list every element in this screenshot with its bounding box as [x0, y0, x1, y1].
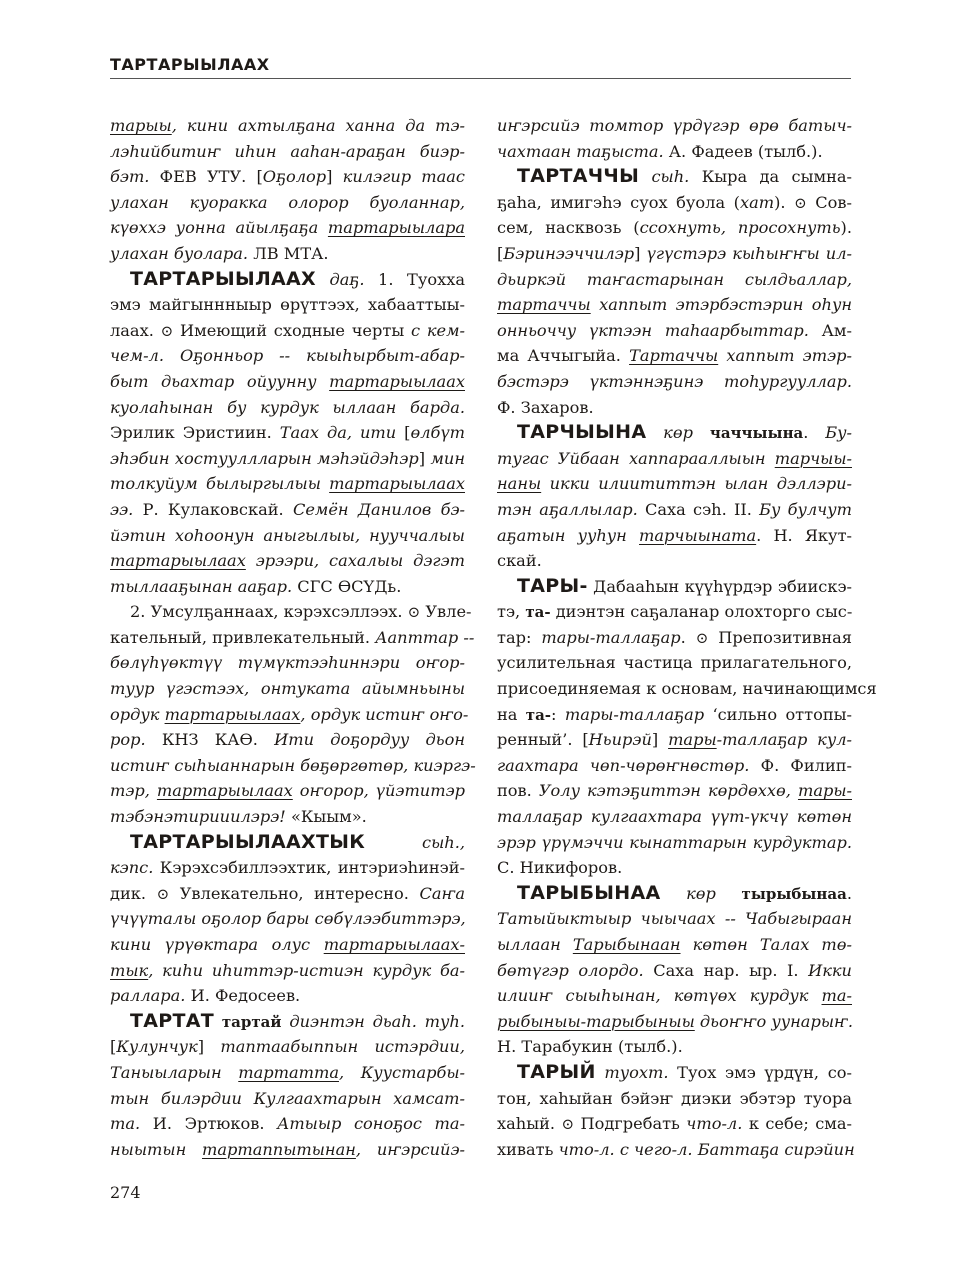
italic-text: бэстэрэ үктэннэҕинэ тоһургууллар. — [497, 371, 852, 391]
text-line — [497, 1060, 852, 1086]
text-line — [497, 855, 852, 881]
text: тэ, — [497, 602, 526, 622]
text: кательный, привлекательный. — [110, 627, 376, 647]
text-line — [110, 727, 465, 753]
italic-text: Атыыр соноҕос та- — [277, 1114, 465, 1134]
text: присоединяемая к основам, начинающимся — [497, 679, 877, 699]
italic-text: ордук — [110, 704, 165, 724]
text: [ — [110, 1037, 117, 1057]
meaning-marker-icon: ⊙ — [794, 193, 807, 212]
text: ). — [840, 218, 852, 238]
text-line — [497, 446, 852, 472]
underlined-example: тартаччы — [497, 295, 591, 315]
text-line — [497, 676, 877, 702]
italic-text: аҕатын ууһун — [497, 525, 640, 545]
page-number: 274 — [110, 1183, 141, 1202]
italic-text: Кулунчук — [116, 1037, 198, 1057]
italic-text: Икки — [808, 960, 852, 980]
text-line — [110, 1034, 465, 1060]
text-line — [497, 190, 852, 216]
text-line — [110, 318, 465, 344]
text-line — [110, 497, 465, 523]
text: Увле- — [420, 602, 472, 622]
text-line — [110, 523, 465, 549]
text-line — [497, 804, 852, 830]
headword: ТАРТАТ — [130, 1009, 215, 1032]
text-line — [110, 753, 476, 779]
italic-text: эрэр үрүмэччи кынаттарын курдуктар. — [497, 832, 852, 852]
italic-text: хаппыт этэрбэстэрин оһун — [590, 295, 852, 315]
underlined-example: тары — [668, 730, 717, 750]
text-line — [110, 625, 475, 651]
text: . Н. Якут- — [756, 525, 853, 545]
italic-text: диэнтэн дьаһ. туһ. — [281, 1011, 465, 1031]
italic-text: толкуйум былыргылыы — [110, 474, 330, 494]
text-line — [110, 958, 465, 984]
text: диэнтэн саҕаланар олохторго сыс- — [550, 602, 853, 622]
underlined-example: тартарыылаах — [329, 371, 465, 391]
text: И. Эртюков. — [140, 1114, 278, 1134]
underlined-example: тарчыыната — [639, 525, 757, 545]
text-line — [110, 830, 465, 856]
italic-text: Ньирэй — [588, 730, 652, 750]
meaning-marker-icon: ⊙ — [407, 603, 421, 622]
italic-text: ссохнуть, просохнуть — [639, 218, 841, 238]
bold-text: тартай — [214, 1012, 282, 1031]
text: . — [846, 883, 852, 903]
meaning-marker-icon: ⊙ — [561, 1115, 575, 1134]
italic-text: рор. — [110, 730, 146, 750]
text: Кэрэхсэбиллээхтик, интэриэһинэй- — [153, 858, 465, 878]
italic-text: көр — [660, 883, 716, 903]
text-line — [110, 983, 465, 1009]
text: [ — [497, 243, 504, 263]
italic-text: , ордук истиҥ оҥо- — [300, 704, 469, 724]
italic-text: та. — [110, 1114, 141, 1134]
text-line — [110, 548, 465, 574]
italic-text: оҥорор, үйэтитэр — [292, 781, 465, 801]
text-line — [110, 113, 465, 139]
underlined-example: та- — [821, 986, 852, 1006]
text-line — [110, 881, 465, 907]
text: на — [497, 704, 526, 724]
text: тон, хаһыйан бэйэҥ диэки эбэтэр туора — [497, 1088, 852, 1108]
text: пов. — [497, 781, 539, 801]
text-line — [110, 650, 465, 676]
italic-text: даҕ. — [316, 269, 365, 289]
text: . — [680, 627, 696, 647]
right-column — [497, 113, 877, 1162]
text-line — [497, 241, 852, 267]
running-head: ТАРТАРЫЫЛААХ — [110, 55, 270, 74]
text: ] — [634, 243, 647, 263]
italic-text: күөххэ уонна айылҕаҕа — [110, 218, 328, 238]
text: сем, насквозь ( — [497, 218, 640, 238]
text-line — [110, 1137, 465, 1163]
italic-text: туур үгэстээх, онтуката айымньыны — [110, 679, 465, 699]
text: усилительная частица прилагательного, — [497, 653, 852, 673]
text-line — [110, 1009, 465, 1035]
text: А. Фадеев (тылб.). — [663, 141, 823, 161]
italic-text: истиҥ сыһыаннарын бөҕөргөтөр, киэргэ- — [110, 755, 476, 775]
underlined-example: тары- — [797, 781, 852, 801]
text: : — [551, 704, 565, 724]
text: тар: — [497, 627, 542, 647]
text-line — [497, 395, 852, 421]
italic-text: сыһ., — [365, 832, 465, 852]
text: Увлекательно, интересно. — [169, 883, 420, 903]
text-line — [497, 113, 852, 139]
underlined-example: тарчыы- — [774, 448, 852, 468]
text: [ — [396, 423, 411, 443]
text-line — [497, 548, 852, 574]
text-line — [110, 215, 465, 241]
italic-text: иҥэрсийэ томтор үрдүгэр өрө батыч- — [497, 116, 852, 135]
text-line — [110, 599, 472, 625]
italic-text: көр — [646, 423, 693, 443]
text: эмэ майгыннныыр өрүттээх, хабааттыы- — [110, 295, 465, 315]
text-line — [497, 625, 852, 651]
underlined-example: тартарыылаах — [110, 551, 246, 571]
text: Саха нар. ыр. I. — [643, 960, 809, 980]
text-line — [497, 420, 852, 446]
text: Препозитивная — [708, 627, 852, 647]
underlined-example: Тарыбынаан — [572, 935, 681, 954]
text: И. Федосеев. — [185, 986, 301, 1006]
headword: ТАРЫЙ — [517, 1060, 596, 1083]
text-line — [497, 830, 852, 856]
italic-text: улахан буолара. — [110, 243, 249, 263]
meaning-marker-icon: ⊙ — [156, 884, 170, 903]
underlined-example: тартарыылаах — [329, 474, 465, 494]
text: Подгребать — [574, 1114, 687, 1134]
italic-text: быт дьахтар ойуунну — [110, 371, 330, 391]
text-line — [110, 267, 465, 293]
italic-text: гаахтара чөп-чөрөҥнөстөр. — [497, 755, 750, 775]
italic-text: Бэринээччилэр — [503, 243, 635, 263]
underlined-example: тык — [110, 960, 149, 980]
text-line — [110, 395, 465, 421]
italic-text: чахтаан таҕыста. — [497, 141, 664, 161]
text-line — [110, 292, 465, 318]
italic-text: Татыйыктыыр чыычаах -- Чабыгыраан — [497, 909, 852, 929]
italic-text: , киһи иһиттэр-истиэн курдук ба- — [148, 960, 465, 980]
text-line — [497, 267, 852, 293]
text: ма Аччыгыйа. — [497, 346, 630, 366]
italic-text: тэр, — [110, 781, 157, 801]
left-column — [110, 113, 476, 1162]
italic-text: улахан куоракка олорор буоланнар, — [110, 192, 465, 212]
italic-text: көтөн Талах тө- — [680, 935, 852, 954]
text: ЛВ МТА. — [248, 243, 329, 263]
italic-text: бөтүгэр олордо. — [497, 960, 644, 980]
bold-text: тырыбынаа — [715, 884, 847, 903]
italic-text: тэбэнэтирииилэрэ! — [110, 807, 286, 827]
underlined-example: тартарыылаах — [156, 781, 293, 801]
italic-text: килэгир таас — [342, 167, 465, 187]
text-line — [497, 318, 852, 344]
text: Р. Кулаковскай. — [133, 499, 293, 519]
text: Ам- — [808, 320, 852, 340]
italic-text: Таах да, ити — [279, 423, 397, 443]
text-line — [110, 574, 465, 600]
text-line — [497, 906, 852, 932]
text-line — [110, 343, 465, 369]
text: ] — [197, 1037, 221, 1057]
headword: ТАРЧЫЫНА — [517, 421, 647, 444]
text-line — [110, 1086, 465, 1112]
text: С. Никифоров. — [497, 858, 623, 878]
text-line — [110, 420, 465, 446]
italic-text: онньоччу үктээн таһаарбыттар. — [497, 320, 809, 340]
text: к себе; сма- — [742, 1114, 852, 1134]
text-line — [497, 1137, 855, 1163]
text: ренный’. [ — [497, 730, 589, 750]
italic-text: Аапттар -- — [375, 627, 475, 647]
text-line — [110, 164, 465, 190]
underlined-example: рыбыныы-тарыбыныы — [497, 1011, 695, 1031]
text-line — [497, 1009, 852, 1035]
italic-text: өлбүт — [410, 423, 466, 443]
text-line — [497, 139, 852, 165]
text-line — [497, 958, 852, 984]
text: Ф. Захаров. — [497, 397, 594, 417]
text-line — [497, 1086, 852, 1112]
text-line — [110, 702, 469, 728]
italic-text: хат — [739, 192, 775, 212]
italic-text: ээ. — [110, 499, 134, 519]
italic-text: , кини ахтылҕана ханна да тэ- — [171, 116, 465, 135]
italic-text: икки илиититтэн ылан дэллэри- — [541, 474, 852, 494]
italic-text: что-л. — [686, 1114, 743, 1134]
italic-text: тугас Уйбаан хаппарааллыын — [497, 448, 775, 468]
text: Туох эмэ үрдүн, со- — [668, 1062, 852, 1082]
text-line — [110, 139, 465, 165]
text: . — [803, 423, 826, 443]
text: ] — [418, 448, 431, 468]
text-line — [110, 778, 465, 804]
italic-text: Таныыларын — [110, 1062, 239, 1082]
underlined-example: тартатта — [238, 1062, 339, 1082]
underlined-example: тартарыылаах — [164, 704, 301, 724]
text-line — [110, 190, 465, 216]
italic-text: сыһ. — [639, 167, 690, 187]
underlined-example: тарыы — [110, 116, 172, 135]
italic-text: таллаҕар кулгаахтара үүт-үкчү көтөн — [497, 807, 852, 827]
underlined-example: Тартаччы — [629, 346, 719, 366]
italic-text: Уолу кэтэҕиттэн көрдөххө, — [538, 781, 798, 801]
text-line — [497, 369, 852, 395]
text-line — [497, 650, 852, 676]
italic-text: дьоҥҥо уунарыҥ. — [694, 1011, 854, 1031]
meaning-marker-icon: ⊙ — [160, 321, 174, 340]
text-line — [110, 369, 465, 395]
text: Н. Тарабукин (тылб.). — [497, 1037, 683, 1057]
italic-text: ыллаан — [497, 935, 573, 954]
underlined-example: тартаппытынан — [202, 1139, 356, 1159]
text: дик. — [110, 883, 157, 903]
text-line — [497, 932, 852, 958]
text: 2. Умсулҕаннаах, кэрэхсэллээх. — [130, 602, 408, 622]
italic-text: эрээри, сахалыы дэгэт — [245, 551, 465, 571]
bold-text: та- — [525, 705, 552, 724]
text-line — [497, 778, 852, 804]
text-line — [497, 753, 852, 779]
italic-text: таптаабыппын истэрдии, — [220, 1037, 465, 1057]
headword: ТАРТАРЫЫЛААХТЫК — [130, 830, 366, 853]
text: скай. — [497, 551, 542, 571]
bold-text: та- — [525, 603, 551, 622]
italic-text: Оҕолор — [262, 167, 327, 187]
meaning-marker-icon: ⊙ — [695, 628, 709, 647]
text-line — [110, 906, 465, 932]
italic-text: бөлүһүөктүү түмүктээһиннэри оҥор- — [110, 653, 465, 673]
italic-text: мин — [430, 448, 465, 468]
text: СГС ӨСҮДь. — [292, 576, 402, 596]
text-line — [110, 855, 465, 881]
italic-text: раллара. — [110, 986, 186, 1006]
text-line — [497, 599, 852, 625]
text: ] — [651, 730, 669, 750]
text: Эрилик Эристиин. — [110, 423, 280, 443]
italic-text: илииҥ сыыһынан, көтүөх курдук — [497, 986, 822, 1006]
text-line — [497, 881, 852, 907]
underlined-example: тартарыылара — [327, 218, 465, 238]
italic-text: Саҥа — [419, 883, 465, 903]
italic-text: , иҥэрсийэ- — [355, 1139, 466, 1159]
text-line — [497, 497, 852, 523]
text: ҕаһа, имигэһэ суох буола ( — [497, 192, 740, 212]
italic-text: лэһийбитиҥ иһин ааһан-араҕан биэр- — [110, 141, 465, 161]
italic-text: тары-таллаҕар — [564, 704, 705, 724]
italic-text: тары-таллаҕар — [541, 627, 681, 647]
headword: ТАРТАЧЧЫ — [517, 165, 640, 188]
italic-text: Ити доҕордуу дьон — [274, 730, 465, 750]
italic-text: йэтин хоһоонун аныгылыы, нууччалыы — [110, 525, 465, 545]
italic-text: , Куустарбы- — [338, 1062, 466, 1082]
italic-text: Семён Данилов бэ- — [292, 499, 465, 519]
text: Ф. Филип- — [749, 755, 852, 775]
text-line — [497, 574, 852, 600]
italic-text: тыллааҕынан ааҕар. — [110, 576, 293, 596]
text: Саха сэһ. II. — [637, 499, 760, 519]
italic-text: чем-л. Оҕонньор -- кыыһырбыт-абар- — [110, 346, 465, 366]
underlined-example: наны — [497, 474, 542, 494]
headword: ТАРЫ- — [517, 574, 588, 597]
text: Имеющий сходные черты — [173, 320, 411, 340]
text-line — [497, 702, 852, 728]
text-line — [110, 932, 465, 958]
text: ] — [326, 167, 343, 187]
italic-text: үчүүталы оҕолор бары сөбүлээбиттэрэ, — [110, 909, 466, 929]
italic-text: хаппыт этэр- — [718, 346, 852, 366]
text: хаһый. — [497, 1114, 562, 1134]
text: Сов- — [806, 192, 852, 212]
text-line — [497, 1111, 852, 1137]
text-line — [110, 471, 465, 497]
headword: ТАРТАРЫЫЛААХ — [130, 267, 316, 290]
text-line — [110, 804, 465, 830]
italic-text: кини үрүөктара олус — [110, 935, 324, 954]
text-line — [497, 292, 852, 318]
underlined-example: тартарыылаах- — [323, 935, 465, 954]
italic-text: Бу- — [825, 423, 852, 443]
italic-text: тын билэрдии Кулгаахтарын хамсат- — [110, 1088, 465, 1108]
text-line — [110, 1111, 465, 1137]
italic-text: кэпс. — [110, 858, 154, 878]
text: Дабааһын күүһүрдэр эбиискэ- — [587, 576, 852, 596]
text-line — [110, 1060, 465, 1086]
text-line — [497, 727, 852, 753]
italic-text: эһэбин хостууллларын мэһэйдэһэр — [110, 448, 419, 468]
text-line — [497, 1034, 852, 1060]
italic-text: ныытын — [110, 1139, 202, 1159]
italic-text: туохт. — [595, 1062, 669, 1082]
text-line — [110, 241, 465, 267]
text: ФЕВ УТУ. [ — [149, 167, 263, 187]
italic-text: үгүстэрэ кыһыҥҥы ил- — [646, 243, 852, 263]
text-line — [497, 215, 852, 241]
headword: ТАРЫБЫНАА — [517, 881, 661, 904]
text-line — [110, 446, 465, 472]
italic-text: бэт. — [110, 167, 150, 187]
text: хивать — [497, 1139, 559, 1159]
text: «Кыым». — [285, 807, 367, 827]
italic-text: Бу булчут — [759, 499, 852, 519]
italic-text: что-л. с чего-л. Баттаҕа сирэйин — [558, 1139, 855, 1159]
italic-text: тэн аҕаллылар. — [497, 499, 638, 519]
text: Кыра да сымна- — [689, 167, 852, 187]
text-line — [497, 471, 852, 497]
bold-text: чаччыына — [692, 424, 804, 443]
italic-text: -таллаҕар кул- — [716, 730, 853, 750]
text: 1. Туохха — [364, 269, 466, 289]
text: ). — [774, 192, 795, 212]
text: ‘сильно оттопы- — [704, 704, 852, 724]
text-line — [497, 523, 852, 549]
text: КНЗ КАӨ. — [145, 730, 275, 750]
italic-text: куолаһынан бу курдук ыллаан барда. — [110, 397, 465, 417]
italic-text: с кем- — [411, 320, 465, 340]
header-rule — [110, 78, 851, 79]
text-line — [497, 164, 852, 190]
text-line — [110, 676, 465, 702]
text-line — [497, 343, 852, 369]
text: лаах. — [110, 320, 161, 340]
text-line — [497, 983, 852, 1009]
italic-text: дьиркэй таҥастарынан сылдьаллар, — [497, 269, 852, 289]
